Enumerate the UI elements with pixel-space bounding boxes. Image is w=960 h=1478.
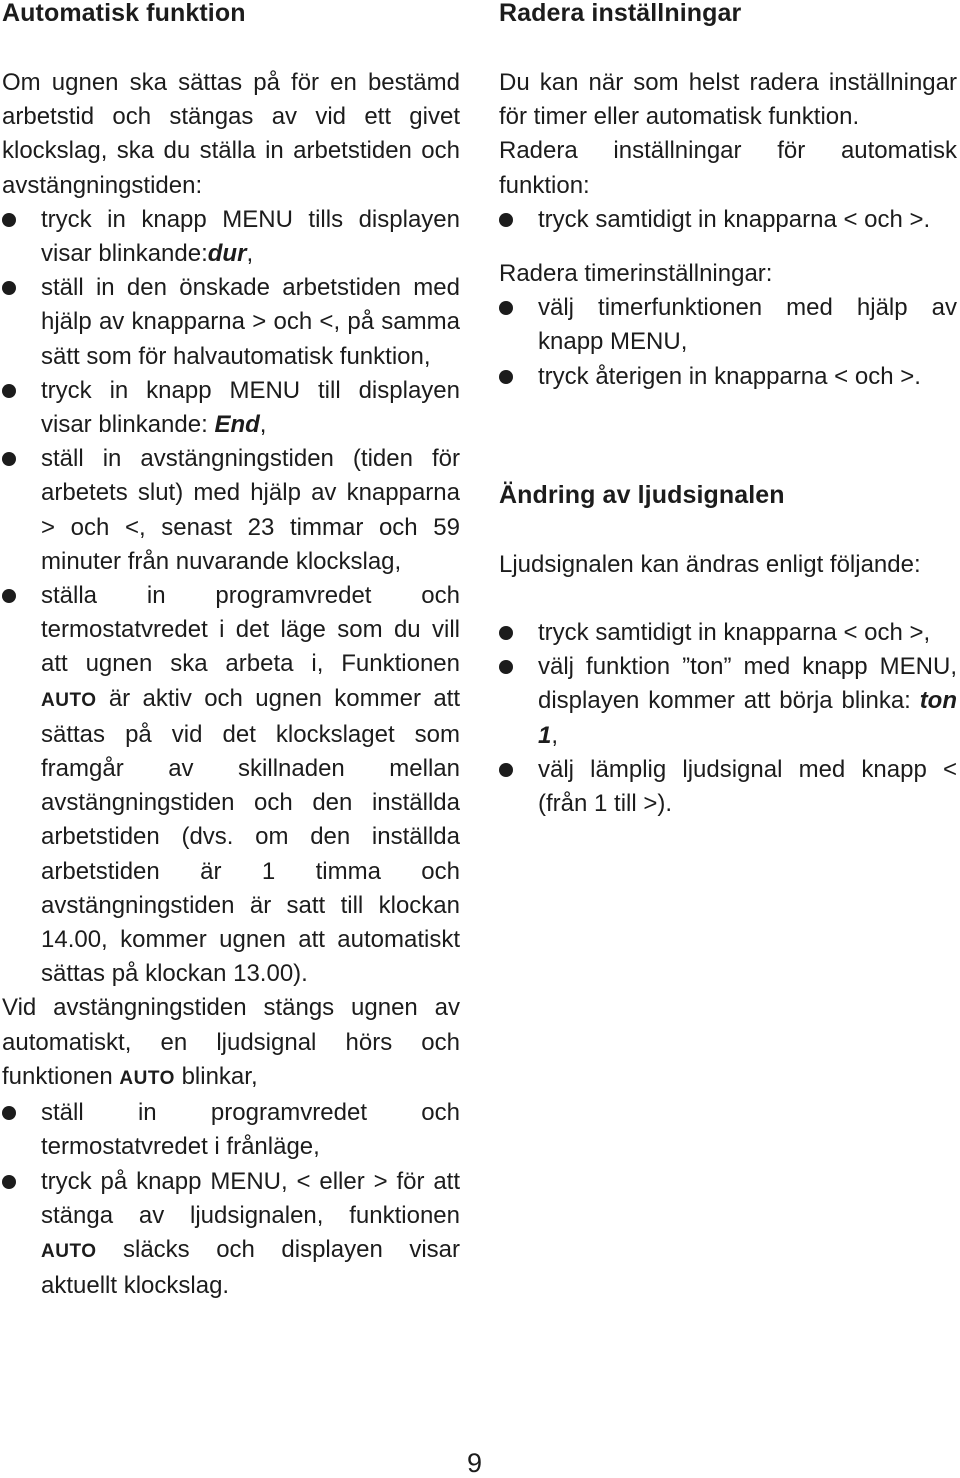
bullet-icon — [2, 384, 16, 398]
display-code: End — [214, 411, 260, 439]
auto-function-label: AUTO — [41, 1240, 97, 1262]
bullet-icon — [499, 370, 513, 384]
list-item: tryck samtidigt in knapparna < och >. — [499, 203, 957, 237]
list-item: tryck återigen in knapparna < och >. — [499, 360, 957, 394]
list-item: tryck in knapp MENU till displayen visar blinkande: End, — [2, 374, 460, 442]
sound-signal-heading: Ändring av ljudsignalen — [499, 480, 785, 509]
delete-timer-steps — [499, 291, 957, 394]
list-item: ställ in programvredet och termostatvredet i frånläge, — [2, 1096, 460, 1164]
automatic-function-heading: Automatisk funktion — [2, 0, 246, 27]
list-item: välj lämplig ljudsignal med knapp < (från 1 till >). — [499, 753, 957, 821]
sound-signal-steps — [499, 616, 957, 821]
list-item: tryck på knapp MENU, < eller > för att stänga av ljudsignalen, funktionen AUTO släcks och displayen visar aktuellt klockslag. — [2, 1165, 460, 1304]
bullet-icon — [2, 1175, 16, 1189]
end-of-time-paragraph: Vid avstängningstiden stängs ugnen av automatiskt, en ljudsignal hörs och funktionen AUTO blinkar, — [2, 994, 460, 1090]
bullet-icon — [499, 660, 513, 674]
bullet-icon — [2, 589, 16, 603]
list-item: ställ in avstängningstiden (tiden för arbetets slut) med hjälp av knapparna > och <, senast 23 timmar och 59 minuter från nuvarande klockslag, — [2, 442, 460, 579]
list-item: välj funktion ”ton” med knapp MENU, displayen kommer att börja blinka: ton 1, — [499, 650, 957, 753]
list-item: ställ in den önskade arbetstiden med hjälp av knapparna > och <, på samma sätt som för halvautomatisk funktion, — [2, 271, 460, 374]
sound-signal-intro: Ljudsignalen kan ändras enligt följande: — [499, 550, 921, 578]
automatic-function-intro: Om ugnen ska sättas på för en bestämd arbetstid och stängas av vid ett givet klockslag, ska du ställa in arbetstiden och avstängningstiden: — [2, 69, 460, 199]
delete-timer-label: Radera timerinställningar: — [499, 260, 773, 288]
bullet-icon — [2, 281, 16, 295]
list-item: välj timerfunktionen med hjälp av knapp MENU, — [499, 291, 957, 359]
bullet-icon — [2, 1106, 16, 1120]
bullet-icon — [2, 213, 16, 227]
end-of-time-steps — [2, 1096, 460, 1303]
delete-settings-intro: Du kan när som helst radera inställningar för timer eller automatisk funktion. — [499, 69, 957, 131]
bullet-icon — [499, 301, 513, 315]
display-code: ton 1 — [538, 687, 957, 749]
bullet-icon — [499, 763, 513, 777]
delete-auto-label: Radera inställningar för automatisk funktion: — [499, 137, 957, 199]
bullet-icon — [2, 452, 16, 466]
bullet-icon — [499, 626, 513, 640]
automatic-function-steps — [2, 203, 460, 992]
bullet-icon — [499, 213, 513, 227]
right-column — [499, 0, 957, 821]
delete-auto-steps — [499, 203, 957, 237]
display-code: dur — [207, 240, 247, 268]
list-item: tryck in knapp MENU tills displayen visar blinkande:dur, — [2, 203, 460, 271]
delete-settings-heading: Radera inställningar — [499, 0, 742, 27]
list-item: ställa in programvredet och termostatvredet i det läge som du vill att ugnen ska arbeta i, Funktionen AUTO är aktiv och ugnen kommer att sättas på vid det klockslaget som framgår av skillnaden mellan avstängningstiden och den inställda arbetstiden (dvs. om den inställda arbetstiden är 1 timma och avstängningstiden är satt till klockan 14.00, kommer ugnen att automatiskt sättas på klockan 13.00). — [2, 579, 460, 991]
auto-function-label: AUTO — [119, 1067, 175, 1089]
list-item: tryck samtidigt in knapparna < och >, — [499, 616, 957, 650]
left-column — [2, 0, 460, 1303]
auto-function-label: AUTO — [41, 689, 97, 711]
page-number: 9 — [467, 1448, 483, 1478]
